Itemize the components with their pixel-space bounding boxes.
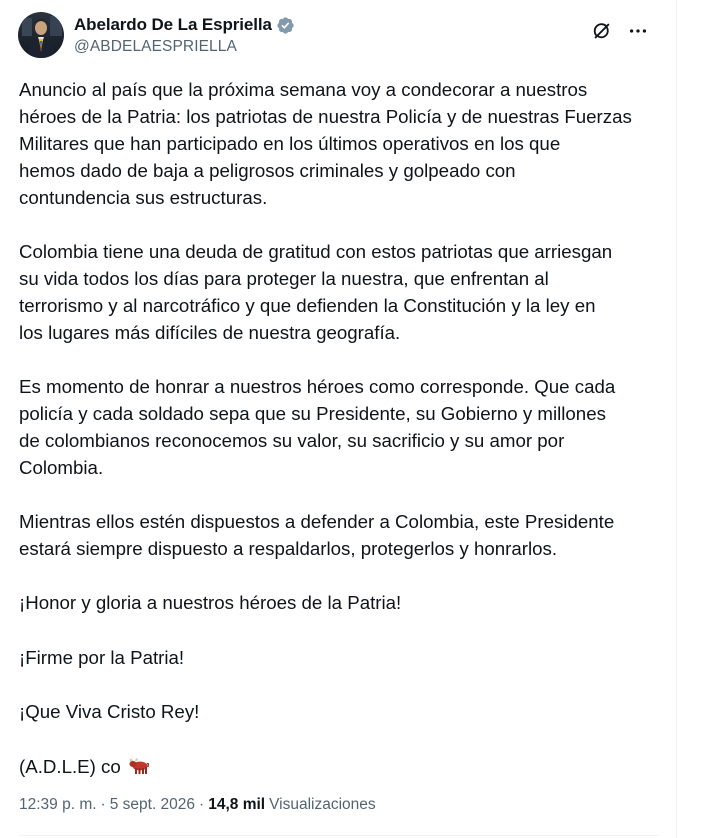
verified-badge-icon[interactable] — [276, 16, 295, 35]
post-text-segment: policía y cada soldado sepa que su Presidente, su Gobierno y millones — [19, 402, 606, 424]
post-text-segment: terrorismo y al narcotráfico y que defienden la Constitución y la ley en — [19, 294, 596, 316]
post-text-line — [19, 185, 669, 212]
post-time[interactable]: 12:39 p. m. — [19, 796, 97, 813]
post-text-line — [19, 266, 669, 293]
post-text-segment: de colombianos reconocemos su valor, su sacrificio y su amor por — [19, 429, 565, 451]
post-text-segment: los lugares más difíciles de nuestra geografía. — [19, 321, 401, 343]
post-meta — [19, 796, 376, 814]
paragraph-gap — [19, 482, 669, 510]
post-text-line — [19, 536, 669, 563]
views-label: Visualizaciones — [269, 796, 376, 813]
post-text-segment: Anuncio al país que la próxima semana voy a condecorar a nuestros — [19, 79, 588, 100]
post-text-segment: ¡Firme por la Patria! — [19, 646, 185, 668]
post-text-line — [19, 158, 669, 185]
post-text-line — [19, 320, 669, 347]
author-handle[interactable]: @ABDELAESPRIELLA — [74, 38, 237, 55]
post-text-segment: su vida todos los días para proteger la nuestra, que enfrentan al — [19, 267, 549, 289]
meta-separator: · — [199, 796, 205, 813]
paragraph-gap — [19, 617, 669, 645]
post-text-segment: Mientras ellos estén dispuestos a defender a Colombia, este Presidente — [19, 511, 615, 533]
post-date[interactable]: 5 sept. 2026 — [109, 796, 196, 813]
meta-separator: · — [100, 796, 106, 813]
post-text-segment: contundencia sus estructuras. — [19, 186, 268, 208]
post-text-line — [19, 699, 669, 726]
post-text-segment: Colombia. — [19, 456, 104, 478]
post-text-line — [19, 455, 669, 482]
post-text-line — [19, 131, 669, 158]
grok-icon[interactable] — [587, 16, 617, 46]
bull-emoji-icon — [127, 756, 149, 784]
post-text-segment: Es momento de honrar a nuestros héroes como corresponde. Que cada — [19, 376, 616, 398]
post-text-line — [19, 590, 669, 617]
post-text-line — [19, 754, 669, 781]
post-text-segment: hemos dado de baja a peligrosos criminales y golpeado con — [19, 159, 516, 181]
author-name[interactable]: Abelardo De La Espriella — [74, 15, 272, 34]
post-text-line — [19, 645, 669, 672]
post-text — [19, 77, 669, 780]
post-text-segment: Militares que han participado en los últimos operativos en los que — [19, 132, 561, 154]
paragraph-gap — [19, 347, 669, 375]
post-text-line — [19, 428, 669, 455]
more-icon[interactable] — [623, 16, 653, 46]
avatar[interactable] — [18, 12, 64, 58]
views-count: 14,8 mil — [208, 796, 266, 813]
post-text-segment: Colombia tiene una deuda de gratitud con estos patriotas que arriesgan — [19, 240, 613, 262]
post-text-line — [19, 239, 669, 266]
post-text-line — [19, 293, 669, 320]
post-text-line — [19, 104, 669, 131]
paragraph-gap — [19, 563, 669, 591]
paragraph-gap — [19, 726, 669, 754]
post-text-line — [19, 374, 669, 401]
post-text-line — [19, 509, 669, 536]
divider — [19, 835, 659, 836]
post-text-segment: héroes de la Patria: los patriotas de nuestra Policía y de nuestras Fuerzas — [19, 105, 632, 127]
post-text-segment: (A.D.L.E) co — [19, 755, 121, 777]
post-text-segment: estará siempre dispuesto a respaldarlos, protegerlos y honrarlos. — [19, 537, 558, 559]
post-header — [18, 12, 663, 62]
paragraph-gap — [19, 672, 669, 700]
paragraph-gap — [19, 211, 669, 239]
post-text-segment: ¡Honor y gloria a nuestros héroes de la Patria! — [19, 592, 402, 614]
post-text-line — [19, 401, 669, 428]
post-text-segment: ¡Que Viva Cristo Rey! — [19, 701, 200, 723]
author-identity — [74, 14, 295, 56]
header-actions — [581, 16, 653, 46]
column-border — [676, 0, 677, 838]
post-text-line — [19, 77, 669, 104]
